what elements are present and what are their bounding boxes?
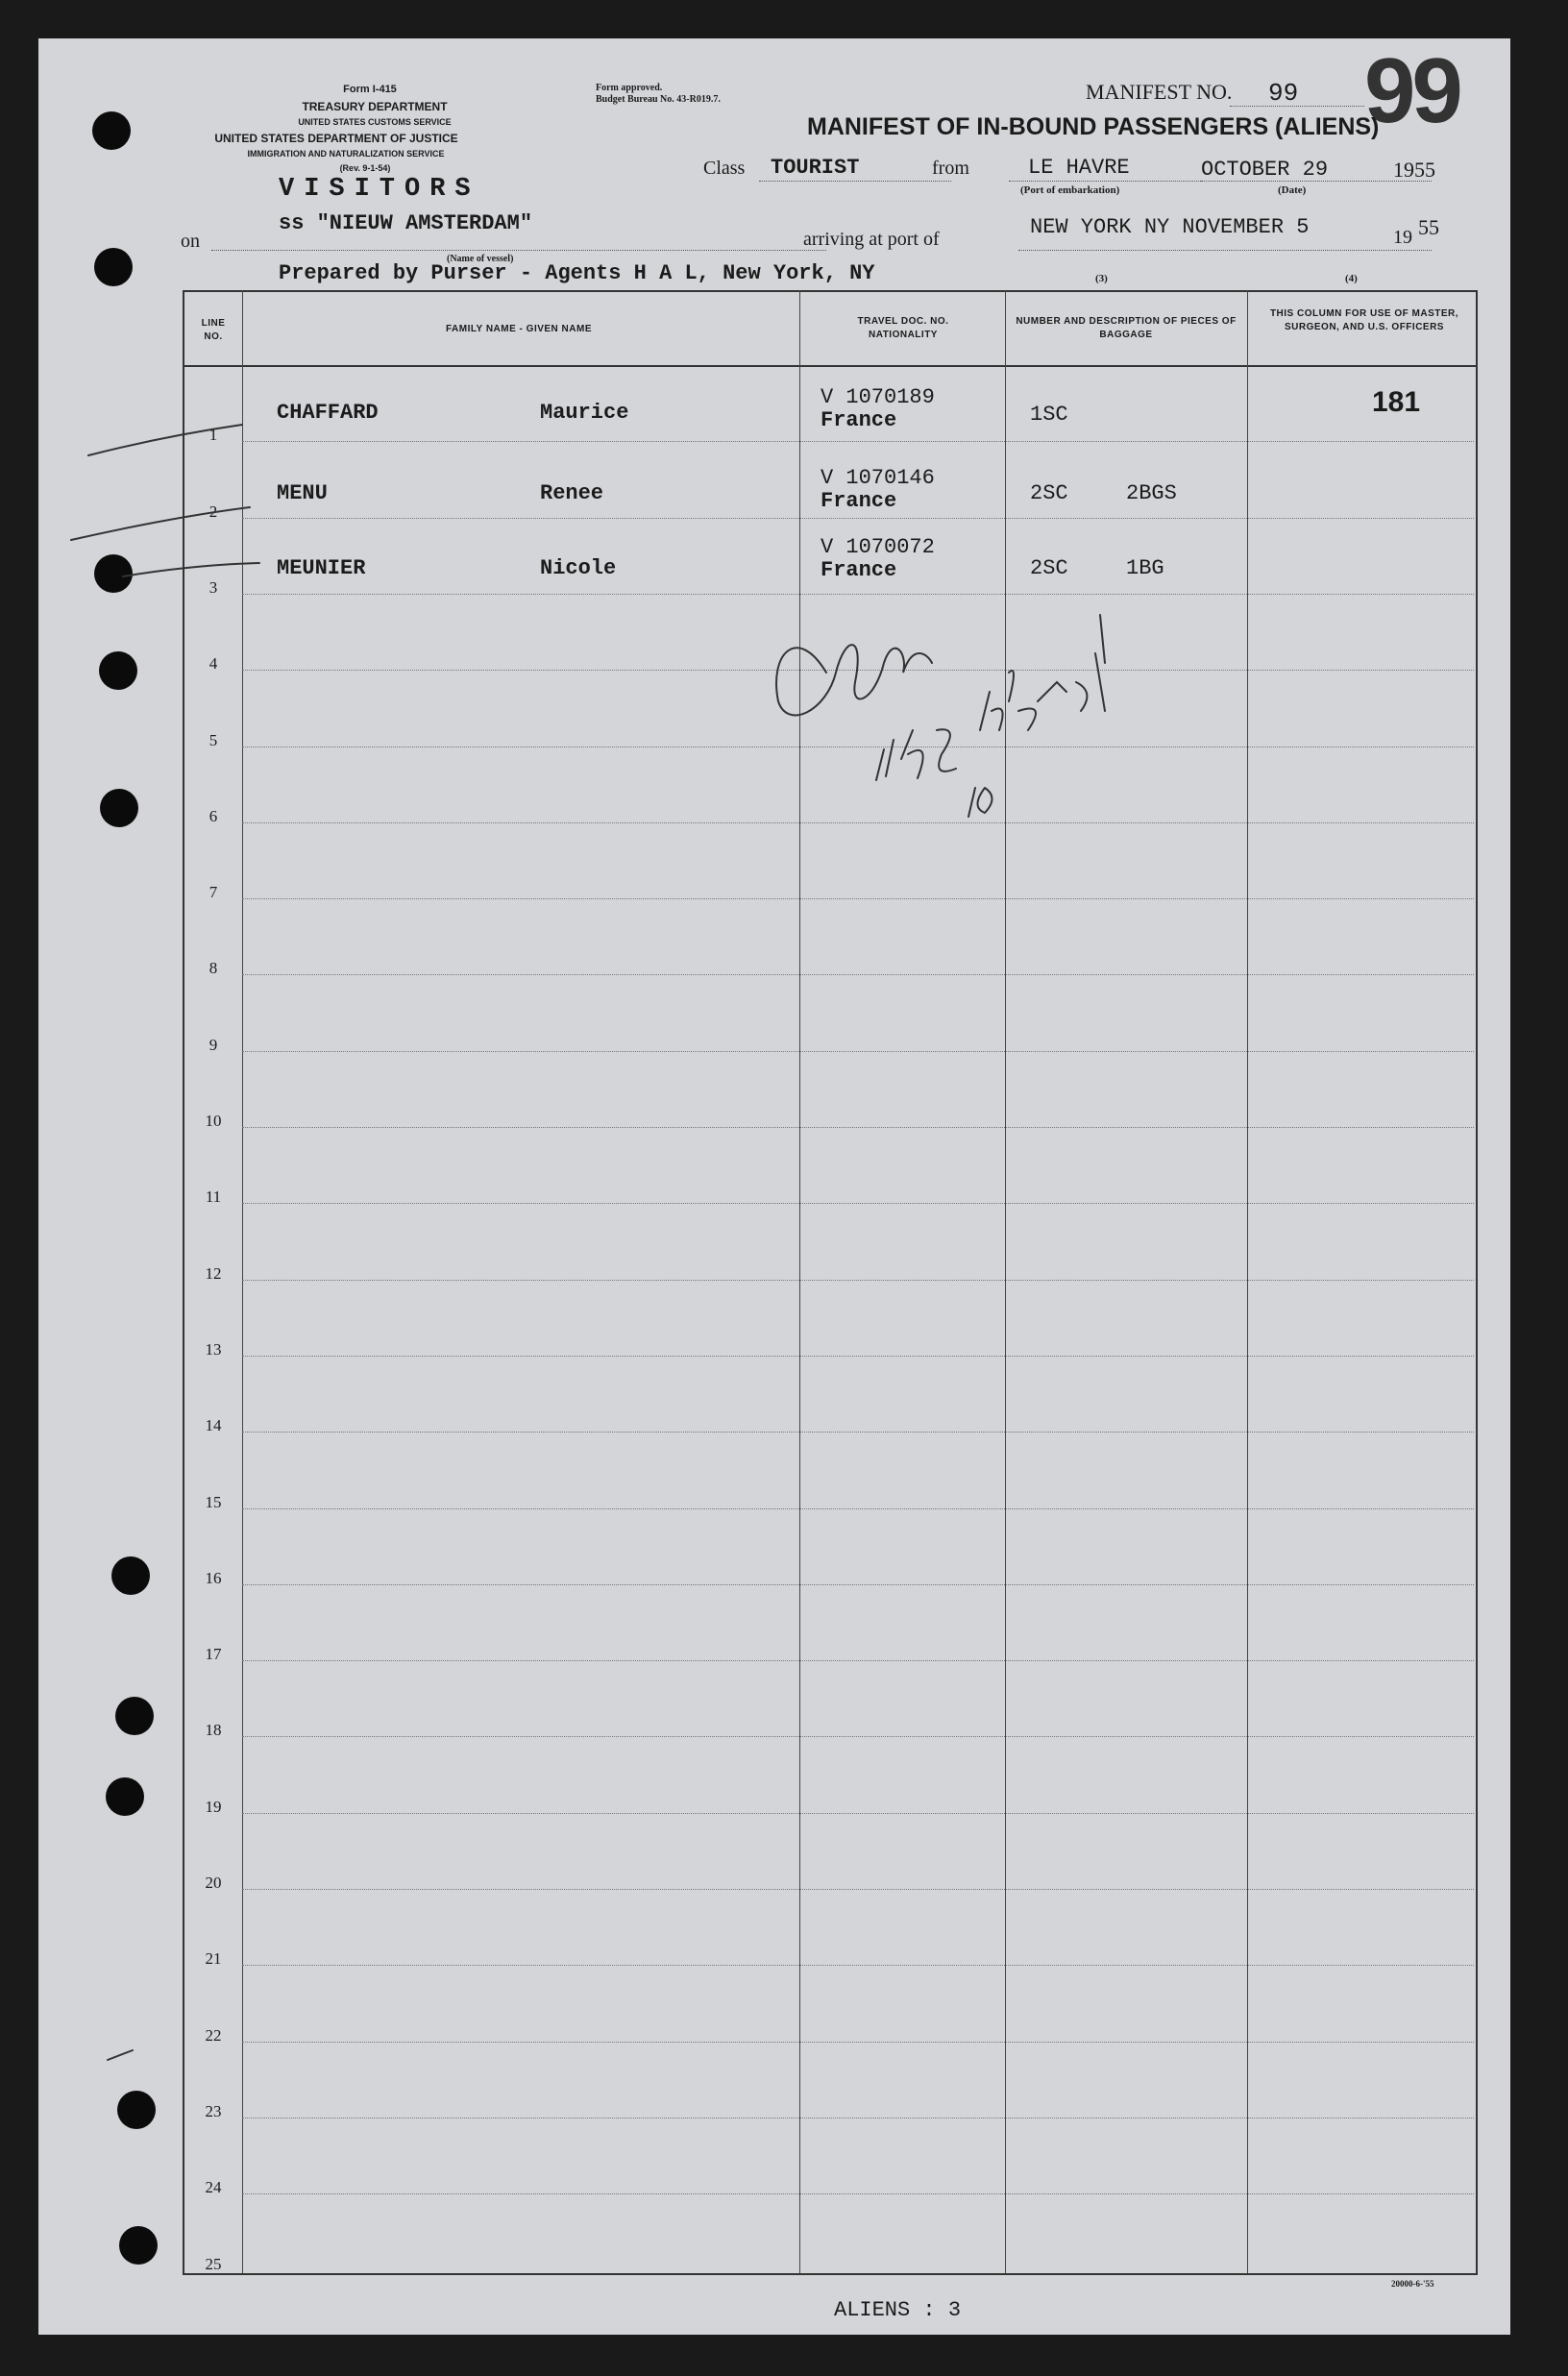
- form-number: Form I-415: [343, 84, 397, 95]
- row-2-family: MENU: [277, 481, 328, 505]
- officer-signature: [776, 645, 932, 715]
- budget-bureau: Budget Bureau No. 43-R019.7.: [596, 94, 721, 105]
- handwritten-annotations: [38, 38, 1510, 2335]
- line-number: 21: [205, 1949, 222, 1969]
- header-officers: THIS COLUMN FOR USE OF MASTER, SURGEON, AND U.S. OFFICERS: [1269, 308, 1459, 332]
- header-baggage: NUMBER AND DESCRIPTION OF PIECES OF BAGGAGE: [1016, 316, 1237, 340]
- line-number: 3: [208, 577, 218, 597]
- row-1-nationality: France: [821, 408, 897, 432]
- row-2-baggage-2: 2BGS: [1126, 481, 1177, 505]
- line-number: 24: [205, 2178, 222, 2197]
- row-3-baggage-1: 2SC: [1030, 556, 1068, 580]
- line-number: 18: [205, 1721, 222, 1740]
- line-number: 2: [208, 502, 218, 521]
- date-caption: (Date): [1278, 184, 1307, 196]
- arrival-year: 55: [1418, 215, 1439, 239]
- row-3-nationality: France: [821, 558, 897, 582]
- signature-ten: [968, 788, 992, 817]
- row-1-baggage: 1SC: [1030, 403, 1068, 427]
- line-number: 19: [205, 1797, 222, 1816]
- line-number: 22: [205, 2025, 222, 2045]
- line-number: 15: [205, 1492, 222, 1511]
- revision-date: (Rev. 9-1-54): [339, 163, 391, 173]
- line-number: 7: [208, 883, 218, 902]
- row-2-baggage-1: 2SC: [1030, 481, 1068, 505]
- class-label: Class: [703, 158, 746, 179]
- date-year: 1955: [1393, 158, 1435, 182]
- line-number: 16: [205, 1568, 222, 1587]
- manifest-label: MANIFEST NO.: [1086, 80, 1233, 104]
- line-number: 11: [205, 1188, 222, 1207]
- line-number: 5: [208, 730, 218, 749]
- manifest-stamp: 99: [1364, 39, 1459, 142]
- line-number: 20: [205, 1874, 222, 1892]
- class-value: TOURIST: [771, 156, 860, 180]
- line-number: 10: [205, 1112, 222, 1130]
- line-number: 6: [208, 806, 218, 825]
- arriving-label: arriving at port of: [803, 229, 940, 250]
- header-name: FAMILY NAME - GIVEN NAME: [445, 324, 592, 334]
- line-number: 8: [208, 959, 218, 978]
- row-1-officer: 181: [1372, 386, 1421, 418]
- line-number: 25: [205, 2254, 222, 2273]
- check-mark: [71, 507, 250, 540]
- row-3-given: Nicole: [540, 556, 617, 580]
- check-mark: [123, 563, 259, 576]
- header-travel-doc: TRAVEL DOC. NO. NATIONALITY: [857, 316, 949, 340]
- header-line-no: LINE NO.: [201, 318, 226, 342]
- line-number: 23: [205, 2101, 222, 2120]
- from-label: from: [932, 158, 969, 179]
- line-number: 9: [208, 1035, 218, 1054]
- row-3-doc: V 1070072: [821, 535, 935, 559]
- arrival-port: NEW YORK NY NOVEMBER 5: [1030, 215, 1310, 239]
- port-embarkation: LE HAVRE: [1028, 156, 1130, 180]
- immigration-service: IMMIGRATION AND NATURALIZATION SERVICE: [247, 149, 445, 159]
- row-3-family: MEUNIER: [277, 556, 366, 580]
- vessel-caption: (Name of vessel): [447, 254, 514, 264]
- row-2-doc: V 1070146: [821, 466, 935, 490]
- line-number: 12: [205, 1263, 222, 1283]
- department-of-justice: UNITED STATES DEPARTMENT OF JUSTICE: [214, 132, 458, 145]
- row-1-doc: V 1070189: [821, 385, 935, 409]
- line-number: 4: [208, 654, 218, 674]
- line-number: 13: [205, 1339, 222, 1359]
- manifest-title: MANIFEST OF IN-BOUND PASSENGERS (ALIENS): [807, 113, 1380, 140]
- on-label: on: [181, 231, 200, 252]
- signature-time: [980, 615, 1105, 730]
- visitors-label: VISITORS: [279, 175, 480, 204]
- signature-date: [876, 729, 956, 780]
- row-3-baggage-2: 1BG: [1126, 556, 1164, 580]
- col3-marker: (3): [1095, 273, 1108, 284]
- col4-marker: (4): [1345, 273, 1358, 284]
- form-approved: Form approved.: [596, 83, 663, 93]
- date-value: OCTOBER 29: [1201, 158, 1329, 182]
- check-mark: [88, 425, 242, 455]
- treasury-department: TREASURY DEPARTMENT: [302, 100, 448, 113]
- prepared-by: Prepared by Purser - Agents H A L, New York, NY: [279, 261, 875, 285]
- arrival-year-prefix: 19: [1393, 227, 1412, 248]
- row-1-given: Maurice: [540, 401, 629, 425]
- customs-service: UNITED STATES CUSTOMS SERVICE: [298, 117, 452, 127]
- port-embarkation-caption: (Port of embarkation): [1020, 184, 1120, 196]
- stray-mark: [108, 2050, 133, 2060]
- line-number: 1: [208, 426, 218, 445]
- print-code: 20000-6-'55: [1391, 2279, 1434, 2289]
- row-2-nationality: France: [821, 489, 897, 513]
- manifest-sheet: [38, 38, 1510, 2335]
- row-2-given: Renee: [540, 481, 604, 505]
- vessel-name: ss "NIEUW AMSTERDAM": [279, 211, 533, 235]
- aliens-total: ALIENS : 3: [834, 2298, 962, 2322]
- row-1-family: CHAFFARD: [277, 401, 379, 425]
- line-number: 14: [205, 1416, 222, 1435]
- manifest-number: 99: [1268, 79, 1299, 108]
- line-number: 17: [205, 1645, 222, 1664]
